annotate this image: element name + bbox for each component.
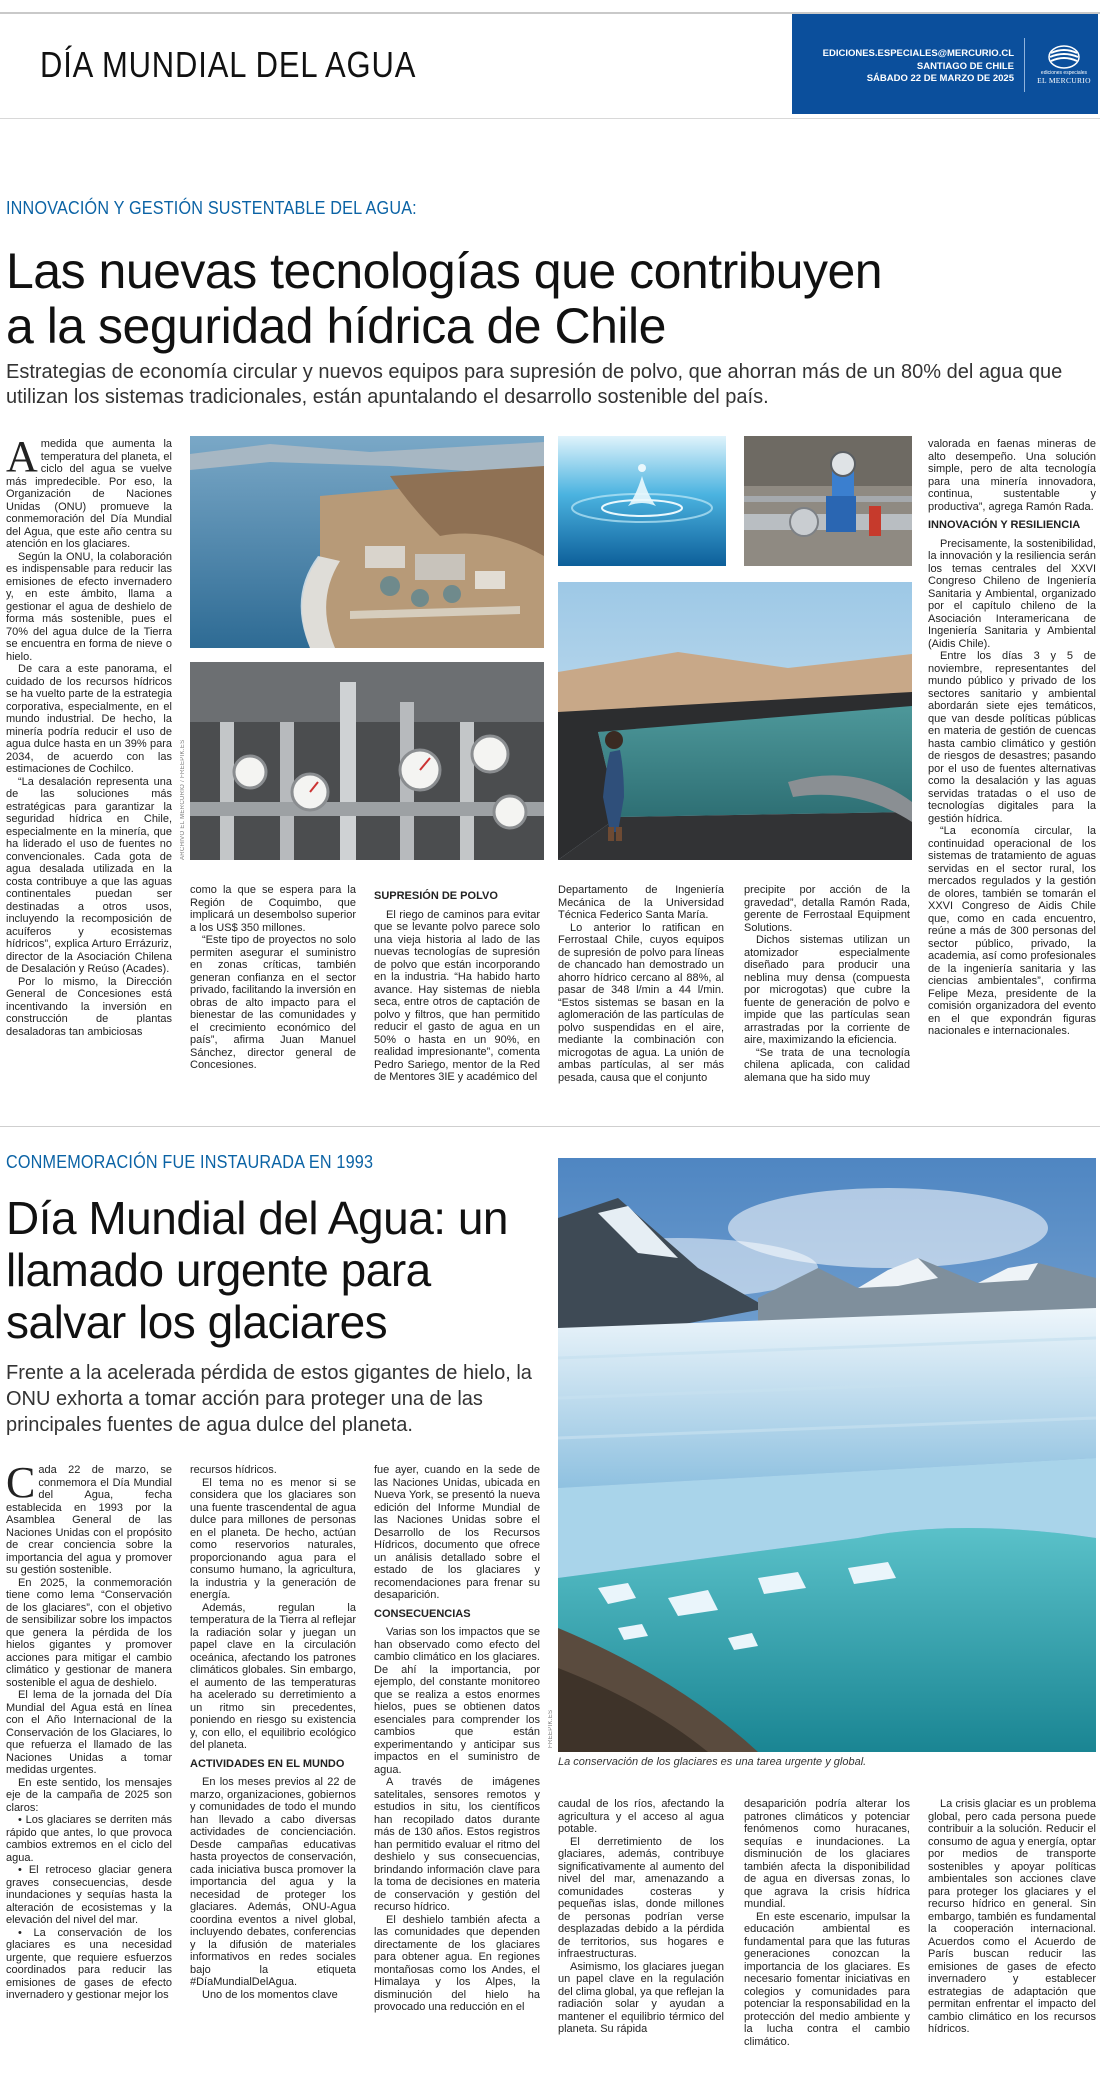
article2-paragraph: El deshielo también afecta a las comunidades que dependen directamente de los glaciares para obtener agua. En regiones montañosas como los Andes, el Himalaya y los Alpes, la disminución del hielo ha provocado una reducción en el	[374, 1913, 540, 2013]
article2-paragraph: Uno de los momentos clave	[202, 1988, 338, 2001]
article2-subhead-consecuencias: CONSECUENCIAS	[374, 1607, 471, 1620]
article2-headline-line1: Día Mundial del Agua: un	[6, 1192, 509, 1244]
article2-paragraph: Varias son los impactos que se han observado como efecto del cambio climático en los glaciares. De ahí la importancia, por ejemplo, del constante monitoreo que se realiza a estos enormes hielos, pues se obtienen datos esenciales para comprender los cambios que están experimentando y anticipar sus impactos en el suministro de agua.	[374, 1626, 540, 1776]
article1-paragraph: “La desalación representa una de las soluciones más estratégicas para garantizar la seguridad hídrica en Chile, especialmente en la minería, que ha liderado el uso de fuentes no convencionales. Cada gota de agua desalada utilizada en la costa contribuye a que las aguas continentales puedan ser destinadas a otros usos, incluyendo la recomposición de acuíferos y ecosistemas hídricos”, explica Arturo Errázuriz, director de la Asociación Chilena de Desalación y Reúso (Acades).	[6, 775, 172, 975]
article2-headline	[6, 1192, 546, 1348]
article1-paragraph: como la que se espera para la Región de Coquimbo, que implicará un desembolso superior a los US$ 350 millones.	[190, 884, 356, 934]
article2-column-6	[928, 1798, 1096, 2064]
article2-paragraph: caudal de los ríos, afectando la agricultura y el acceso al agua potable.	[558, 1798, 724, 1835]
glacier-photo-caption: La conservación de los glaciares es una tarea urgente y global.	[558, 1756, 867, 1768]
section-title: DÍA MUNDIAL DEL AGUA	[40, 44, 417, 85]
article1-column-3	[374, 884, 540, 1110]
article2-bullet: • Los glaciares se derriten más rápido que antes, lo que provoca cambios extremos en el ciclo del agua.	[6, 1814, 172, 1864]
logo-name: EL MERCURIO	[1037, 76, 1091, 85]
article1-paragraph: Dichos sistemas utilizan un atomizador especialmente diseñado para producir una neblina muy densa (compuesta por microgotas) que cubre la fuente de generación de polvo e impide que las partículas sean arrastradas por la corriente de aire, maximizando la eficiencia.	[744, 934, 910, 1046]
article1-paragraph: “La economía circular, la continuidad operacional de los sistemas de tratamiento de aguas servidas en el sector rural, los mercados regulados y la gestión de olores, también se tomarán el XXVI Congreso de Aidis Chile que, como en cada encuentro, reúne a más de 300 personas del sector público, privado, la academia, así como profesionales de la ingeniería sanitaria y las ciencias ambientales”, confirma Felipe Meza, presidente de la comisión organizadora del evento en el que expondrán figuras nacionales e internacionales.	[928, 825, 1096, 1037]
article1-paragraph: De cara a este panorama, el cuidado de los recursos hídricos se ha vuelto parte de la estrategia corporativa, especialmente, en el mundo industrial. De hecho, la minería podría reducir el uso de agua dulce hasta en un 39% para 2034, de acuerdo con las estimaciones de Cochilco.	[6, 663, 172, 775]
article2-headline-line2: llamado urgente para	[6, 1244, 431, 1296]
article1-paragraph: “Este tipo de proyectos no solo permiten asegurar el suministro en zonas críticas, también generan confianza en el sector privado, facilitando la inversión en obras de alto impacto para el bienestar de las comunidades y el crecimiento económico del país”, afirma Juan Manuel Sánchez, director general de Concesiones.	[190, 934, 356, 1071]
article1-paragraph: valorada en faenas mineras de alto desempeño. Una solución simple, pero de alta tecnología para una minería innovadora, continua, sustentable y productiva”, agrega Ramón Rada.	[928, 438, 1096, 513]
article1-subhead-innovacion: INNOVACIÓN Y RESILIENCIA	[928, 519, 1081, 531]
article1-headline	[6, 244, 1086, 354]
article2-kicker: CONMEMORACIÓN FUE INSTAURADA EN 1993	[6, 1152, 374, 1172]
header-rule	[0, 118, 1100, 119]
article2-paragraph: En este sentido, los mensajes eje de la campaña de 2025 son claros:	[6, 1776, 172, 1814]
article1-column-2	[190, 884, 356, 1110]
article1-paragraph: El riego de caminos para evitar que se levante polvo parece solo una vieja historia al lado de las nuevas tecnologías de supresión de polvo que están incorporando en la industria. “Ha habido harto avance. Hay sistemas de niebla seca, entre otros de captación de polvo y filtros, que han permitido reducir el gasto de agua en un 50% o hasta en un 90%, en realidad impresionante”, comenta Pedro Sariego, mentor de la Red de Mentores 3IE y académico del	[374, 908, 540, 1083]
article2-deck: Frente a la acelerada pérdida de estos gigantes de hielo, la ONU exhorta a tomar acción para proteger una de las principales fuentes de agua dulce del planeta.	[6, 1362, 532, 1436]
article2-paragraph: En 2025, la conmemoración tiene como lema “Conservación de los glaciares”, con el objetivo de sensibilizar sobre los impactos que genera la pérdida de los hielos gigantes y promover acciones para mitigar el cambio climático y gestionar de manera sostenible el agua de deshielo.	[6, 1576, 172, 1689]
article1-dropcap: A	[6, 438, 38, 481]
glacier-photo	[558, 1158, 1096, 1752]
article1-headline-line1: Las nuevas tecnologías que contribuyen	[6, 243, 883, 299]
el-mercurio-logo	[1036, 44, 1092, 94]
article1-photo-credit: ARCHIVO EL MERCURIO / FREEPIK.ES	[180, 739, 186, 860]
article2-paragraph: Asimismo, los glaciares juegan un papel clave en la regulación del clima global, ya que reflejan la radiación solar y ayudan a mantener el equilibrio térmico del planeta. Su rápida	[558, 1960, 724, 2035]
article1-column-4	[558, 884, 724, 1110]
header-divider	[1024, 38, 1025, 92]
article2-paragraph: desaparición podría alterar los patrones climáticos y potenciar fenómenos como huracanes, sequías e inundaciones. La disminución de los glaciares también afecta la disponibilidad de agua en diversas zonas, lo que agrava la crisis hídrica mundial.	[744, 1798, 910, 1910]
article1-paragraph: precipite por acción de la gravedad”, detalla Ramón Rada, gerente de Ferrostaal Equipment Solutions.	[744, 884, 910, 934]
article1-column-6	[928, 438, 1096, 1110]
article2-column-4	[558, 1798, 724, 2064]
pressure-gauges-photo	[190, 662, 544, 860]
article2-bullet: • El retroceso glaciar genera graves consecuencias, desde inundaciones y sequías hasta la alteración de ecosistemas y la elevación del nivel del mar.	[6, 1864, 172, 1926]
article2-subhead-actividades: ACTIVIDADES EN EL MUNDO	[190, 1757, 345, 1770]
article1-paragraph: Según la ONU, la colaboración es indispensable para reducir las emisiones de efecto invernadero y, en este ámbito, llama a gestionar el agua de deshielo de forma más sostenible, pues el 70% del agua dulce de la Tierra se encuentra en forma de nieve o hielo.	[6, 550, 172, 663]
header-date: SÁBADO 22 DE MARZO DE 2025	[866, 73, 1014, 84]
flow-meter-photo	[744, 436, 912, 566]
article1-paragraph: medida que aumenta la temperatura del planeta, el ciclo del agua se vuelve más impredecible. Por eso, la Organización de Naciones Unidas (ONU) promueve la conmemoración del Día Mundial del Agua, que este año centra su atención en los glaciares.	[6, 438, 172, 550]
article1-paragraph: Entre los días 3 y 5 de noviembre, representantes del mundo público y privado de los sectores sanitario y ambiental abordarán siete ejes temáticos, que van desde políticas públicas en materia de gestión de cuencas hasta cambio climático y gestión de riesgos de desastres; pasando por el uso de fuentes alternativas como la desalación y las aguas servidas tratadas o el uso de tecnologías digitales para la gestión hídrica.	[928, 650, 1096, 825]
article2-paragraph: En los meses previos al 22 de marzo, organizaciones, gobiernos y comunidades de todo el mundo han llevado a cabo diversas actividades de concienciación. Desde campañas educativas hasta proyectos de conservación, cada iniciativa busca promover la importancia del agua y la necesidad de proteger los glaciares. Además, ONU-Agua coordina eventos a nivel global, incluyendo debates, conferencias y la difusión de materiales informativos en redes sociales bajo la etiqueta #DíaMundialDelAgua.	[190, 1776, 356, 1988]
article2-paragraph: El tema no es menor si se considera que los glaciares son una fuente trascendental de agua dulce para millones de personas en el planeta. De hecho, actúan como reservorios naturales, proporcionando agua para el consumo humano, la agricultura, la industria y la generación de energía.	[190, 1476, 356, 1601]
article2-column-2	[190, 1464, 356, 2064]
article1-column-5	[744, 884, 910, 1110]
article1-kicker: INNOVACIÓN Y GESTIÓN SUSTENTABLE DEL AGUA:	[6, 198, 417, 218]
article2-bullet: • La conservación de los glaciares es una necesidad urgente, que requiere esfuerzos coordinados para reducir las emisiones de gases de efecto invernadero y gestionar mejor los	[6, 1926, 172, 2001]
article1-column-1	[6, 438, 172, 1110]
article2-paragraph: A través de imágenes satelitales, sensores remotos y estudios in situ, los científicos han recopilado datos durante más de 130 años. Estos registros han permitido evaluar el ritmo del deshielo y sus consecuencias, brindando información clave para la toma de decisiones en materia de conservación y gestión del recurso hídrico.	[374, 1776, 540, 1913]
article1-deck: Estrategias de economía circular y nuevos equipos para supresión de polvo, que ahorran más de un 80% del agua que utilizan los sistemas tradicionales, están apuntalando el desarrollo sostenible del país.	[6, 361, 1063, 408]
article2-paragraph: ada 22 de marzo, se conmemora el Día Mundial del Agua, fecha establecida en 1993 por la Asamblea General de las Naciones Unidas con el propósito de crear conciencia sobre la importancia del agua y promover su gestión sostenible.	[6, 1464, 172, 1576]
article2-paragraph: La crisis glaciar es un problema global, pero cada persona puede contribuir a la solución. Reducir el consumo de agua y energía, optar por medios de transporte sostenibles y apoyar políticas ambientales son acciones clave para proteger los glaciares y el recurso hídrico en general. Sin embargo, también es fundamental la cooperación internacional. Acuerdos como el Acuerdo de París buscan reducir las emisiones de gases de efecto invernadero y establecer estrategias de adaptación que permitan enfrentar el impacto del cambio climático en los recursos hídricos.	[928, 1798, 1096, 2035]
article2-paragraph: En este escenario, impulsar la educación ambiental es fundamental para que las futuras generaciones conozcan la importancia de los glaciares. Es necesario fomentar iniciativas en colegios y comunidades para potenciar la responsabilidad en la protección del medio ambiente y la lucha contra el cambio climático.	[744, 1910, 910, 2048]
globe-logo-icon	[1045, 44, 1083, 70]
article2-column-3	[374, 1464, 540, 2064]
article1-paragraph: “Se trata de una tecnología chilena aplicada, con calidad alemana que ha sido muy	[744, 1046, 910, 1084]
section-separator	[0, 1126, 1100, 1127]
header-email-link[interactable]: EDICIONES.ESPECIALES@MERCURIO.CL	[822, 48, 1014, 59]
reservoir-woman-photo	[558, 582, 912, 860]
logo-subtitle: ediciones especiales	[1040, 70, 1088, 76]
header-info-text	[804, 48, 1014, 86]
article1-paragraph: Lo anterior lo ratifican en Ferrostaal Chile, cuyos equipos de supresión de polvo para líneas de chancado han demostrado un ahorro hídrico cercano al 88%, al pasar de 348 l/min a 44 l/min. “Estos sistemas se basan en la aglomeración de las partículas de polvo suspendidas en el aire, mediante la combinación con microgotas de agua. La unión de ambas partículas, al ser más pesada, causa que el conjunto	[558, 921, 724, 1084]
article2-column-5	[744, 1798, 910, 2064]
desalination-plant-photo	[190, 436, 544, 648]
article2-paragraph: El lema de la jornada del Día Mundial del Agua está en línea con el Año Internacional de la Conservación de los Glaciares, lo que refuerza el llamado de las Naciones Unidas a tomar medidas urgentes.	[6, 1689, 172, 1776]
article2-photo-credit: FREEPIK.ES	[548, 1709, 554, 1748]
article1-paragraph: Departamento de Ingeniería Mecánica de la Universidad Técnica Federico Santa María.	[558, 884, 724, 921]
article2-paragraph: Además, regulan la temperatura de la Tierra al reflejar la radiación solar y juegan un papel clave en la circulación oceánica, afectando los patrones climáticos globales. Sin embargo, el aumento de las temperaturas ha acelerado su derretimiento a un ritmo sin precedentes, poniendo en riesgo su existencia y, con ello, el equilibrio ecológico del planeta.	[190, 1601, 356, 1751]
article1-paragraph: Precisamente, la sostenibilidad, la innovación y la resiliencia serán los temas centrales del XXVI Congreso Chileno de Ingeniería Sanitaria y Ambiental, organizado por el capítulo chileno de la Asociación Interamericana de Ingeniería Sanitaria y Ambiental (Aidis Chile).	[928, 537, 1096, 650]
article1-subhead-supresion: SUPRESIÓN DE POLVO	[374, 890, 498, 902]
article2-paragraph: El derretimiento de los glaciares, además, contribuye significativamente al aumento del nivel del mar, amenazando a comunidades costeras y pequeñas islas, donde millones de personas podrían verse desplazadas debido a la pérdida de territorios, sus hogares e infraestructuras.	[558, 1835, 724, 1960]
article1-headline-line2: a la seguridad hídrica de Chile	[6, 298, 666, 354]
header-info-box	[792, 14, 1098, 114]
article2-paragraph: recursos hídricos.	[190, 1464, 277, 1476]
header-city: SANTIAGO DE CHILE	[916, 60, 1014, 72]
water-drop-photo	[558, 436, 726, 566]
article2-headline-line3: salvar los glaciares	[6, 1296, 388, 1348]
article2-column-1	[6, 1464, 172, 2064]
article2-paragraph: fue ayer, cuando en la sede de las Naciones Unidas, ubicada en Nueva York, se presentó la nueva edición del Informe Mundial de las Naciones Unidas sobre el Desarrollo de los Recursos Hídricos, documento que ofrece un análisis detallado sobre el estado de los glaciares y recomendaciones para frenar su desaparición.	[374, 1464, 540, 1601]
article2-dropcap: C	[6, 1464, 36, 1507]
article1-paragraph: Por lo mismo, la Dirección General de Concesiones está incentivando la inversión en construcción de plantas desaladoras tan ambiciosas	[6, 975, 172, 1038]
